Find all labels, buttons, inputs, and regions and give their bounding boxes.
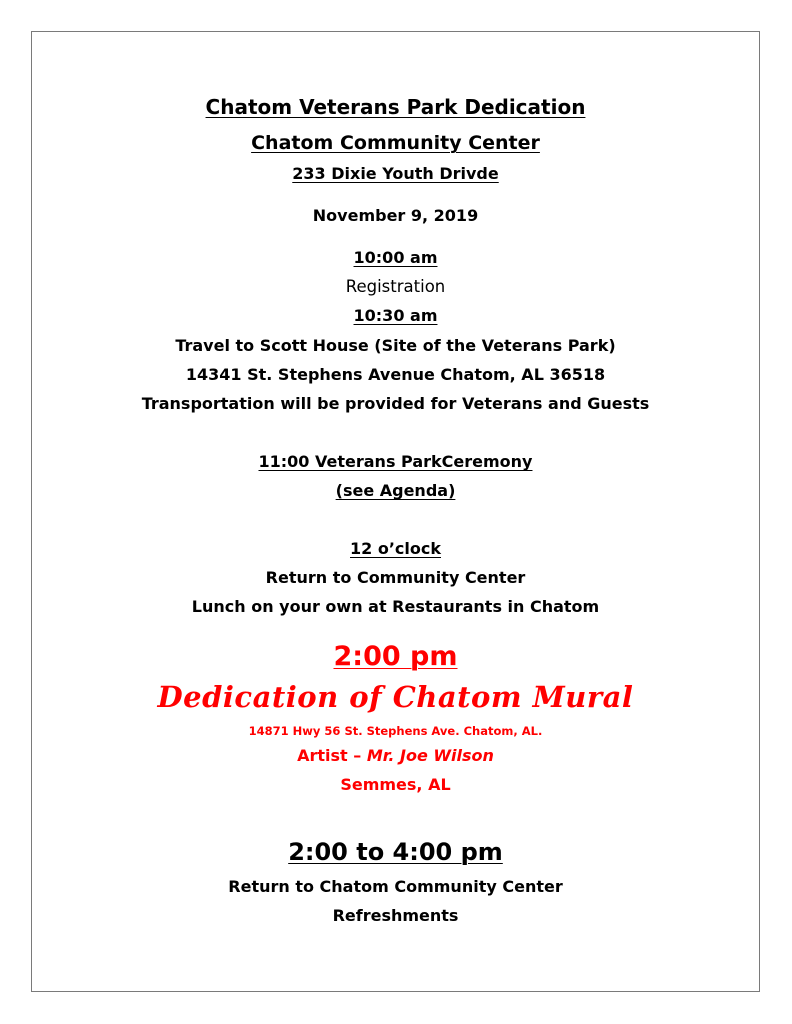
return-community-center: Return to Community Center [265, 568, 526, 587]
park-address: 14341 St. Stephens Avenue Chatom, AL 36518 [185, 365, 606, 384]
time-mural: 2:00 pm [333, 641, 458, 672]
refreshments: Refreshments [332, 906, 459, 925]
artist-location: Semmes, AL [340, 775, 451, 794]
venue-name: Chatom Community Center [251, 132, 540, 154]
transport-note: Transportation will be provided for Veterans and Guests [141, 394, 650, 413]
mural-address: 14871 Hwy 56 St. Stephens Ave. Chatom, AL. [248, 724, 543, 738]
event-date: November 9, 2019 [312, 206, 479, 225]
venue-address: 233 Dixie Youth Drivde [292, 164, 499, 183]
time-travel: 10:30 am [353, 306, 438, 325]
time-noon: 12 o’clock [350, 539, 441, 558]
return-chatom-center: Return to Chatom Community Center [228, 877, 563, 896]
mural-title: Dedication of Chatom Mural [157, 680, 634, 714]
artist-name: Mr. Joe Wilson [366, 746, 494, 765]
time-afternoon: 2:00 to 4:00 pm [288, 838, 503, 866]
time-ceremony: 11:00 Veterans ParkCeremony [258, 452, 533, 471]
lunch-note: Lunch on your own at Restaurants in Chatom [191, 597, 600, 616]
travel-text: Travel to Scott House (Site of the Veterans Park) [175, 336, 616, 355]
agenda-note: (see Agenda) [335, 481, 456, 500]
artist-line [31, 748, 760, 764]
registration-text: Registration [345, 277, 446, 296]
time-registration: 10:00 am [353, 248, 438, 267]
page-title: Chatom Veterans Park Dedication [205, 95, 586, 119]
artist-prefix: Artist – [297, 746, 367, 765]
